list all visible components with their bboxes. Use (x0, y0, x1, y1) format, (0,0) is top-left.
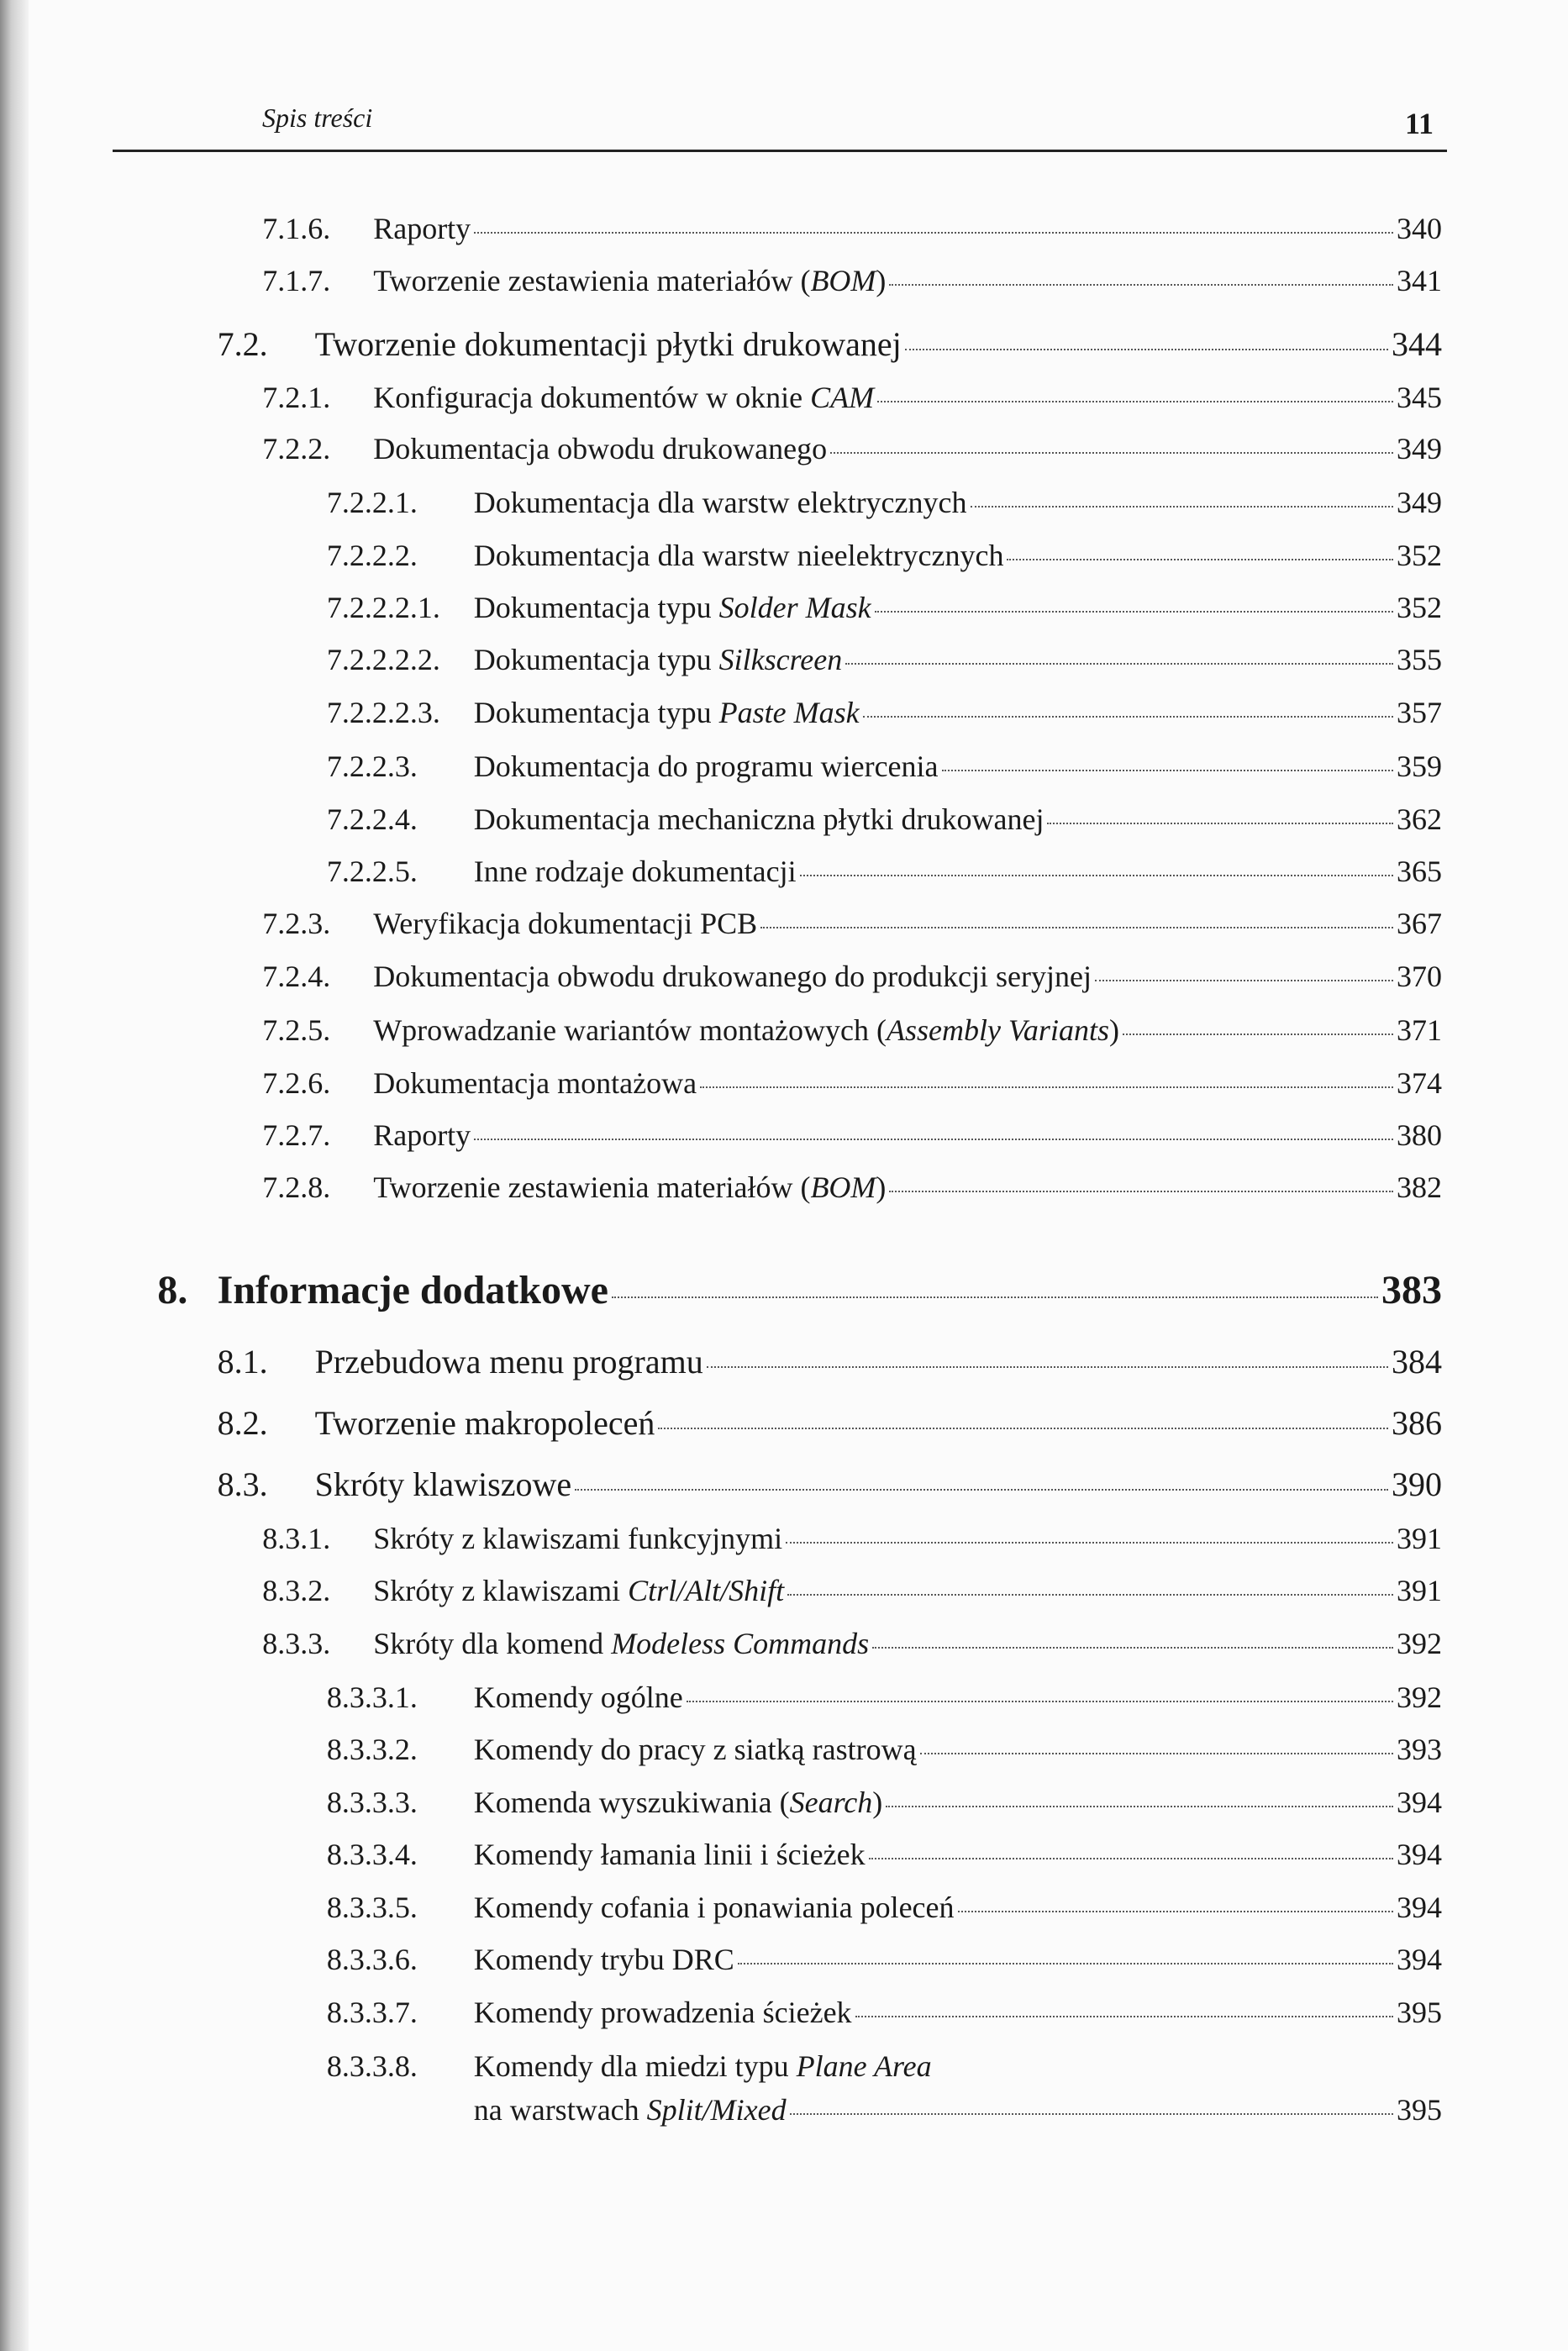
entry-title (474, 1680, 683, 1715)
title-segment: Plane Area (796, 2049, 932, 2083)
entry-title (474, 1785, 883, 1820)
entry-title (373, 1626, 869, 1661)
toc-entry (327, 1680, 1442, 1715)
entry-title (474, 695, 860, 730)
entry-title (474, 854, 797, 889)
entry-title (474, 1837, 866, 1872)
title-segment: ) (876, 1170, 887, 1205)
title-segment: BOM (810, 1170, 876, 1205)
dot-leader (800, 875, 1393, 876)
entry-number: 7.2.2.2.3. (326, 695, 440, 729)
entry-number: 7.2.2.2.2. (326, 643, 440, 677)
title-segment: Komendy cofania i ponawiania poleceń (473, 1890, 955, 1924)
entry-page: 345 (1397, 381, 1442, 415)
entry-page: 392 (1397, 1680, 1442, 1714)
dot-leader (474, 1139, 1393, 1140)
dot-leader (474, 232, 1393, 234)
entry-title (373, 431, 827, 466)
entry-title (474, 1942, 734, 1977)
title-segment: CAM (810, 381, 875, 415)
entry-number: 8.3.3.8. (326, 2049, 418, 2083)
title-segment: Dokumentacja typu (473, 590, 719, 624)
title-segment: Komendy do pracy z siatką rastrową (473, 1733, 917, 1767)
title-segment: Ctrl/Alt/Shift (628, 1574, 785, 1608)
toc-entry (218, 1403, 1442, 1443)
entry-number: 7.2.5. (262, 1013, 331, 1048)
entry-number: 8.3.3.1. (326, 1680, 418, 1714)
toc-entry (262, 1626, 1442, 1661)
dot-leader (920, 1753, 1393, 1754)
entry-title (373, 211, 471, 246)
title-segment: Komendy prowadzenia ścieżek (473, 1995, 852, 2029)
entry-number: 7.2.6. (262, 1065, 331, 1100)
entry-number: 7.2.2.3. (326, 749, 418, 784)
running-header-title: Spis treści (262, 103, 373, 133)
toc-entry (262, 959, 1442, 994)
entry-page: 357 (1397, 695, 1442, 729)
entry-number: 8. (157, 1268, 188, 1313)
dot-leader (886, 1806, 1393, 1807)
entry-number: 8.3.3.2. (326, 1733, 418, 1767)
entry-number: 7.2.4. (262, 959, 331, 993)
entry-page: 352 (1397, 590, 1442, 624)
entry-number: 8.3.3. (262, 1626, 331, 1660)
title-segment: Paste Mask (718, 695, 860, 729)
entry-title (373, 906, 757, 941)
entry-title (474, 2049, 932, 2084)
entry-number: 7.2.2.1. (326, 486, 418, 520)
toc-entry (262, 380, 1442, 415)
entry-number: 8.3. (217, 1465, 268, 1504)
dot-leader (958, 1911, 1393, 1912)
toc-entry (262, 431, 1442, 466)
entry-page: 391 (1397, 1574, 1442, 1608)
toc-entry (327, 802, 1442, 837)
entry-page: 355 (1397, 643, 1442, 677)
toc-entry (262, 211, 1442, 246)
title-segment: Dokumentacja obwodu drukowanego (373, 431, 828, 465)
title-segment: Dokumentacja do programu wiercenia (473, 749, 939, 784)
title-segment: na warstwach (473, 2092, 647, 2127)
title-segment: Tworzenie makropoleceń (314, 1404, 655, 1442)
toc-entry (327, 538, 1442, 573)
dot-leader (786, 1542, 1393, 1544)
dot-leader (830, 452, 1393, 454)
toc-entry-continuation (474, 2092, 1442, 2127)
title-segment: ) (876, 264, 887, 298)
title-segment: BOM (810, 264, 876, 298)
entry-title (218, 1267, 608, 1313)
title-segment: Raporty (373, 211, 471, 245)
toc-entry (262, 1521, 1442, 1556)
dot-leader (905, 349, 1388, 350)
title-segment: Przebudowa menu programu (314, 1342, 703, 1381)
title-segment: Komendy ogólne (473, 1680, 683, 1714)
entry-number: 7.2.2.4. (326, 802, 418, 836)
title-segment: Informacje dodatkowe (217, 1268, 608, 1313)
title-segment: Dokumentacja mechaniczna płytki drukowanej (473, 802, 1044, 836)
entry-number: 7.2.2. (262, 431, 331, 465)
entry-title (474, 642, 843, 677)
entry-title (373, 959, 1092, 994)
entry-page: 359 (1397, 749, 1442, 784)
entry-page: 352 (1397, 538, 1442, 572)
title-segment: Komendy dla miedzi typu (473, 2049, 797, 2083)
toc-entry (262, 1012, 1442, 1048)
entry-number: 8.3.3.3. (326, 1785, 418, 1819)
title-segment: Skróty dla komend (373, 1626, 612, 1660)
entry-title (373, 263, 886, 298)
entry-page: 370 (1397, 959, 1442, 993)
header-rule (113, 150, 1447, 152)
entry-title (373, 1170, 886, 1205)
dot-leader (889, 284, 1393, 286)
toc-entry (157, 1267, 1442, 1313)
toc-entry (327, 854, 1442, 889)
entry-title (315, 1342, 703, 1381)
entry-page: 394 (1397, 1785, 1442, 1819)
dot-leader (875, 611, 1393, 613)
entry-page: 384 (1392, 1342, 1442, 1381)
title-segment: Modeless Commands (611, 1626, 870, 1660)
dot-leader (1047, 823, 1393, 824)
title-segment: Dokumentacja montażowa (373, 1065, 697, 1100)
dot-leader (869, 1858, 1393, 1859)
entry-number: 7.2.7. (262, 1118, 331, 1152)
entry-title (373, 1065, 697, 1101)
entry-number: 7.1.7. (262, 264, 331, 298)
title-segment: Split/Mixed (646, 2092, 787, 2127)
dot-leader (872, 1647, 1393, 1649)
entry-title (315, 1465, 572, 1504)
entry-page: 344 (1392, 324, 1442, 363)
entry-page: 392 (1397, 1626, 1442, 1660)
title-segment: Silkscreen (718, 643, 843, 677)
title-segment: Raporty (373, 1118, 471, 1152)
toc-entry (262, 263, 1442, 298)
dot-leader (707, 1366, 1388, 1368)
title-segment: Skróty klawiszowe (314, 1465, 572, 1504)
entry-title (474, 802, 1044, 837)
toc-entry (262, 1170, 1442, 1205)
toc-entry (327, 1785, 1442, 1820)
title-segment: Komendy łamania linii i ścieżek (473, 1838, 866, 1872)
toc-entry (327, 1942, 1442, 1977)
title-segment: Komenda wyszukiwania ( (473, 1785, 790, 1819)
toc-entry (327, 749, 1442, 784)
dot-leader (971, 506, 1394, 508)
title-segment: Komendy trybu DRC (473, 1943, 734, 1977)
entry-number: 8.3.3.7. (326, 1995, 418, 2029)
entry-title (474, 590, 871, 625)
title-segment: Weryfikacja dokumentacji PCB (373, 907, 758, 941)
toc-entry (262, 1118, 1442, 1153)
entry-number: 7.2.8. (262, 1170, 331, 1205)
entry-page: 374 (1397, 1065, 1442, 1100)
entry-page: 367 (1397, 907, 1442, 941)
title-segment: ) (872, 1785, 883, 1819)
entry-page: 394 (1397, 1890, 1442, 1924)
entry-title (373, 1521, 782, 1556)
entry-number: 7.2.3. (262, 907, 331, 941)
toc-entry (327, 1837, 1442, 1872)
title-segment: Tworzenie zestawienia materiałów ( (373, 1170, 811, 1205)
dot-leader (687, 1701, 1393, 1702)
dot-leader (760, 927, 1393, 928)
entry-title (474, 485, 967, 520)
entry-page: 394 (1397, 1838, 1442, 1872)
entry-page: 341 (1397, 264, 1442, 298)
entry-number: 7.1.6. (262, 211, 331, 245)
dot-leader (863, 716, 1393, 718)
entry-number: 7.2.1. (262, 381, 331, 415)
entry-page: 349 (1397, 431, 1442, 465)
entry-page: 393 (1397, 1733, 1442, 1767)
entry-number: 8.3.3.5. (326, 1890, 418, 1924)
dot-leader (1007, 559, 1393, 560)
dot-leader (790, 2113, 1393, 2115)
title-segment: Dokumentacja obwodu drukowanego do produkcji seryjnej (373, 959, 1092, 993)
entry-page: 380 (1397, 1118, 1442, 1152)
title-segment: Dokumentacja typu (473, 695, 719, 729)
entry-page: 395 (1397, 2092, 1442, 2127)
dot-leader (612, 1296, 1378, 1298)
title-segment: Dokumentacja typu (473, 643, 719, 677)
toc-entry (327, 642, 1442, 677)
entry-number: 8.3.3.4. (326, 1838, 418, 1872)
entry-title (315, 1403, 655, 1443)
title-segment: ) (1108, 1013, 1119, 1048)
entry-title (373, 380, 874, 415)
title-segment: Tworzenie zestawienia materiałów ( (373, 264, 811, 298)
entry-title (373, 1118, 471, 1153)
title-segment: Dokumentacja dla warstw nieelektrycznych (473, 538, 1004, 572)
toc-entry (327, 1732, 1442, 1767)
dot-leader (889, 1191, 1393, 1192)
toc-entry (218, 1342, 1442, 1381)
entry-title-continuation (474, 2092, 787, 2127)
entry-page: 394 (1397, 1943, 1442, 1977)
title-segment: Wprowadzanie wariantów montażowych ( (373, 1013, 887, 1048)
toc-entry (262, 906, 1442, 941)
title-segment: Skróty z klawiszami funkcyjnymi (373, 1521, 783, 1555)
entry-title (474, 1995, 852, 2030)
entry-title (474, 538, 1004, 573)
entry-page: 386 (1392, 1404, 1442, 1442)
toc-entry (327, 590, 1442, 625)
entry-page: 391 (1397, 1521, 1442, 1555)
entry-title (474, 1732, 917, 1767)
entry-page: 383 (1381, 1268, 1442, 1313)
toc-entry (327, 2049, 1442, 2084)
entry-title (373, 1012, 1119, 1048)
title-segment: Solder Mask (718, 590, 871, 624)
entry-title (373, 1573, 784, 1608)
dot-leader (845, 663, 1393, 665)
entry-number: 7.2.2.2. (326, 538, 418, 572)
entry-number: 8.2. (217, 1404, 268, 1442)
dot-leader (1123, 1033, 1393, 1035)
title-segment: Tworzenie dokumentacji płytki drukowanej (314, 324, 902, 363)
title-segment: Search (789, 1785, 873, 1819)
toc-entry (327, 1995, 1442, 2030)
title-segment: Dokumentacja dla warstw elektrycznych (473, 486, 967, 520)
toc-entry (327, 695, 1442, 730)
entry-number: 7.2. (217, 324, 268, 363)
page-number: 11 (1405, 107, 1434, 140)
entry-page: 349 (1397, 486, 1442, 520)
entry-page: 362 (1397, 802, 1442, 836)
dot-leader (855, 2016, 1393, 2017)
dot-leader (1095, 980, 1393, 981)
dot-leader (738, 1963, 1393, 1964)
entry-title (474, 1890, 955, 1925)
toc-entry (262, 1573, 1442, 1608)
scan-edge-shadow (0, 0, 29, 2351)
entry-number: 7.2.2.5. (326, 854, 418, 888)
entry-number: 8.3.1. (262, 1521, 331, 1555)
entry-page: 390 (1392, 1465, 1442, 1504)
dot-leader (700, 1086, 1393, 1088)
entry-title (474, 749, 939, 784)
toc-entry (327, 1890, 1442, 1925)
dot-leader (877, 401, 1393, 402)
toc-entry (327, 485, 1442, 520)
dot-leader (658, 1428, 1388, 1429)
title-segment: Inne rodzaje dokumentacji (473, 854, 797, 888)
dot-leader (942, 770, 1393, 771)
toc-entry (218, 324, 1442, 364)
entry-page: 371 (1397, 1013, 1442, 1048)
entry-number: 8.3.3.6. (326, 1943, 418, 1977)
entry-number: 8.3.2. (262, 1574, 331, 1608)
toc-entry (262, 1065, 1442, 1101)
entry-number: 8.1. (217, 1342, 268, 1381)
entry-number: 7.2.2.2.1. (326, 590, 440, 624)
title-segment: Assembly Variants (886, 1013, 1109, 1048)
title-segment: Skróty z klawiszami (373, 1574, 629, 1608)
title-segment: Konfiguracja dokumentów w oknie (373, 381, 811, 415)
toc-entry (218, 1465, 1442, 1504)
entry-page: 365 (1397, 854, 1442, 888)
dot-leader (787, 1594, 1393, 1596)
dot-leader (575, 1489, 1388, 1491)
entry-page: 340 (1397, 211, 1442, 245)
entry-title (315, 324, 902, 364)
entry-page: 395 (1397, 1995, 1442, 2029)
entry-page: 382 (1397, 1170, 1442, 1205)
